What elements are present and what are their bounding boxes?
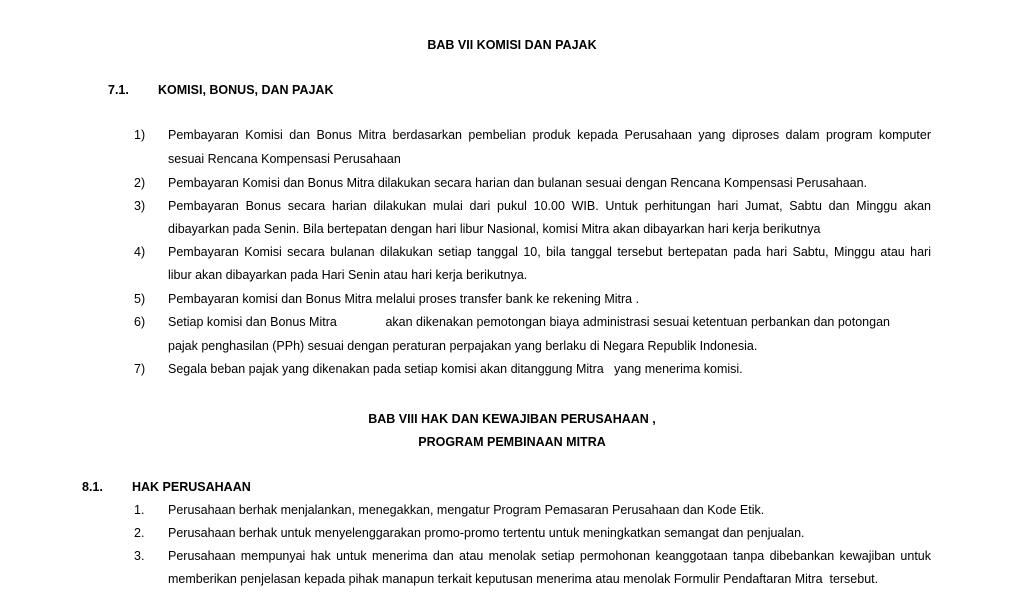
list-item-text: dibayarkan pada Senin. Bila bertepatan dengan hari libur Nasional, komisi Mitra akan dibayarkan hari kerja berikutnya xyxy=(168,222,821,236)
list-item-number: 6) xyxy=(134,315,146,329)
list-item-text: memberikan penjelasan kepada pihak manapun terkait keputusan menerima atau menolak Formulir Pendaftaran Mitra tersebut. xyxy=(168,572,879,586)
list-item-text: Perusahaan berhak menjalankan, menegakkan, mengatur Program Pemasaran Perusahaan dan Kode Etik. xyxy=(168,503,765,517)
chapter-title-bab-vii: BAB VII KOMISI DAN PAJAK xyxy=(427,38,597,52)
list-item-number: 3. xyxy=(134,549,145,563)
list-item-text: Pembayaran Komisi dan Bonus Mitra berdasarkan pembelian produk kepada Perusahaan yang diproses dalam program komputer xyxy=(168,128,931,142)
list-item-text: Pembayaran Komisi dan Bonus Mitra dilakukan secara harian dan bulanan sesuai dengan Rencana Kompensasi Perusahaan. xyxy=(168,176,868,190)
list-item-text: Perusahaan mempunyai hak untuk menerima dan atau menolak setiap permohonan keanggotaan tanpa dibebankan kewajiban untuk xyxy=(168,549,931,563)
section-title-komisi-bonus-pajak: KOMISI, BONUS, DAN PAJAK xyxy=(158,83,334,97)
list-item-text: libur akan dibayarkan pada Hari Senin atau hari kerja berikutnya. xyxy=(168,268,528,282)
section-number-8-1: 8.1. xyxy=(82,480,103,494)
list-item-text: Pembayaran komisi dan Bonus Mitra melalui proses transfer bank ke rekening Mitra . xyxy=(168,292,640,306)
list-item-number: 2) xyxy=(134,176,146,190)
list-item-number: 3) xyxy=(134,199,146,213)
list-item-number: 1. xyxy=(134,503,145,517)
list-item-number: 1) xyxy=(134,128,146,142)
list-item-text: Setiap komisi dan Bonus Mitra akan dikenakan pemotongan biaya administrasi sesuai ketentuan perbankan dan potongan xyxy=(168,315,890,329)
chapter-title-bab-viii-line2: PROGRAM PEMBINAAN MITRA xyxy=(418,435,606,449)
list-item-text: pajak penghasilan (PPh) sesuai dengan peraturan perpajakan yang berlaku di Negara Republik Indonesia. xyxy=(168,339,758,353)
list-item-text: Segala beban pajak yang dikenakan pada setiap komisi akan ditanggung Mitra yang menerima komisi. xyxy=(168,362,743,376)
list-item-number: 4) xyxy=(134,245,146,259)
list-item-number: 5) xyxy=(134,292,146,306)
list-item-text: Perusahaan berhak untuk menyelenggarakan promo-promo tertentu untuk meningkatkan semangat dan penjualan. xyxy=(168,526,805,540)
chapter-title-bab-viii-line1: BAB VIII HAK DAN KEWAJIBAN PERUSAHAAN , xyxy=(368,412,656,426)
section-title-hak-perusahaan: HAK PERUSAHAAN xyxy=(132,480,251,494)
list-item-number: 7) xyxy=(134,362,146,376)
list-item-text: sesuai Rencana Kompensasi Perusahaan xyxy=(168,152,401,166)
list-item-number: 2. xyxy=(134,526,145,540)
section-number-7-1: 7.1. xyxy=(108,83,129,97)
list-item-text: Pembayaran Bonus secara harian dilakukan mulai dari pukul 10.00 WIB. Untuk perhitungan hari Jumat, Sabtu dan Minggu akan xyxy=(168,199,931,213)
list-item-text: Pembayaran Komisi secara bulanan dilakukan setiap tanggal 10, bila tanggal tersebut bertepatan pada hari Sabtu, Minggu atau hari xyxy=(168,245,931,259)
